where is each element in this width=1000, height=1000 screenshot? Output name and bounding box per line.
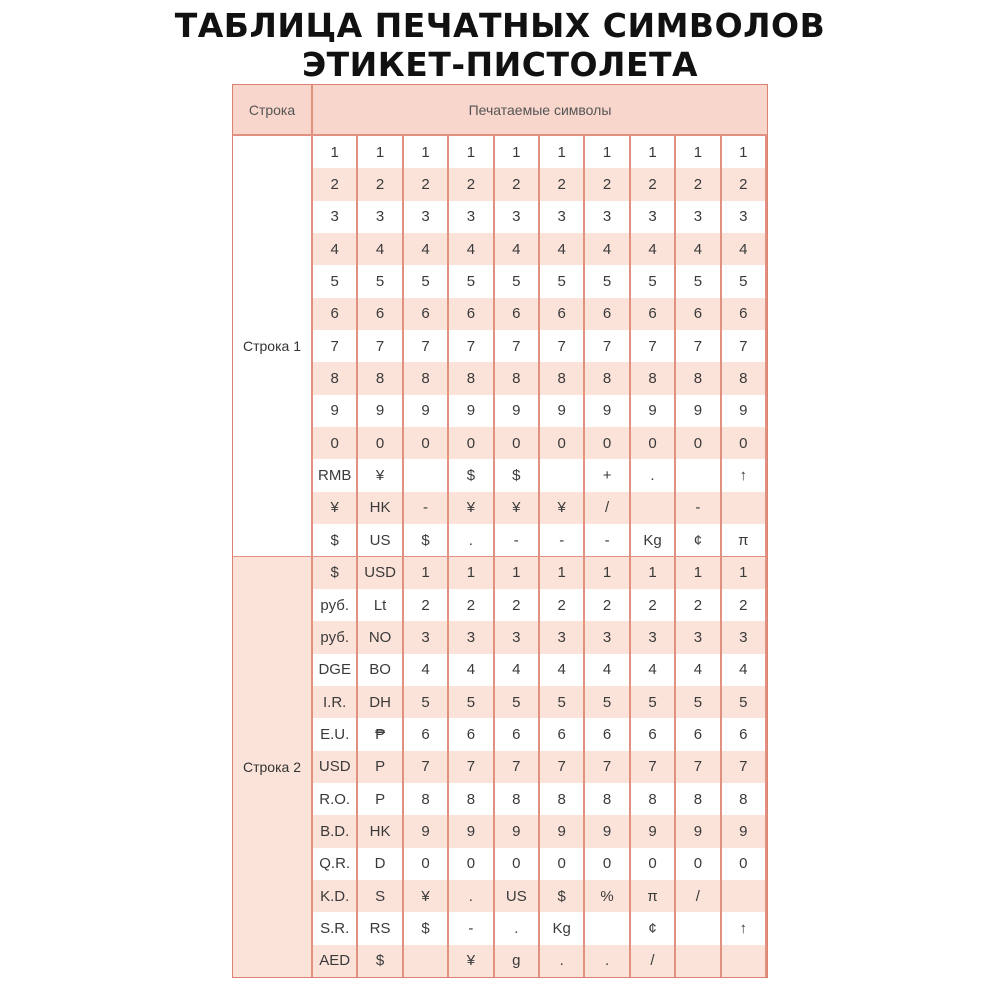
symbol-cell: 3 — [585, 621, 628, 653]
symbol-cell: 1 — [676, 557, 719, 589]
symbol-cell: 2 — [540, 168, 583, 200]
symbol-cell: 9 — [540, 395, 583, 427]
symbol-cell: 2 — [540, 589, 583, 621]
symbol-cell: 1 — [495, 557, 538, 589]
symbol-cell: 8 — [676, 783, 719, 815]
symbol-cell: P — [358, 751, 401, 783]
symbol-cell: ¥ — [404, 880, 447, 912]
symbol-cell: 7 — [449, 751, 492, 783]
symbol-cell: ¥ — [449, 945, 492, 977]
header-printable-symbols: Печатаемые символы — [313, 85, 767, 134]
symbol-cell: 2 — [495, 589, 538, 621]
symbol-cell: 9 — [449, 395, 492, 427]
symbol-cell: 8 — [540, 783, 583, 815]
symbol-cell: 3 — [404, 621, 447, 653]
symbol-cell — [676, 912, 719, 944]
symbol-cell: 6 — [449, 298, 492, 330]
title-line-1: ТАБЛИЦА ПЕЧАТНЫХ СИМВОЛОВ — [174, 6, 826, 45]
symbol-cell: 3 — [358, 201, 401, 233]
symbol-cell: 7 — [631, 330, 674, 362]
symbol-cell: 8 — [358, 362, 401, 394]
symbol-cell: 2 — [585, 168, 628, 200]
symbol-cell: 5 — [540, 686, 583, 718]
symbol-cell: $ — [449, 459, 492, 491]
symbol-cell: 9 — [404, 395, 447, 427]
symbol-cell: 8 — [676, 362, 719, 394]
symbol-cell: 8 — [449, 362, 492, 394]
symbol-cell: 4 — [495, 233, 538, 265]
symbol-cell: $ — [495, 459, 538, 491]
symbols-table — [232, 84, 768, 978]
symbol-cell: 5 — [313, 265, 356, 297]
symbol-cell: 1 — [404, 557, 447, 589]
symbol-cell: DH — [358, 686, 401, 718]
symbol-cell: 8 — [631, 783, 674, 815]
symbol-cell: 6 — [358, 298, 401, 330]
symbol-cell: 1 — [676, 136, 719, 168]
symbol-cell: 0 — [676, 427, 719, 459]
symbol-cell: 4 — [540, 233, 583, 265]
symbol-cell: 7 — [585, 330, 628, 362]
symbol-cell: . — [631, 459, 674, 491]
symbol-cell: $ — [404, 912, 447, 944]
symbol-cell: 7 — [495, 751, 538, 783]
symbol-cell: 3 — [676, 621, 719, 653]
symbol-cell: 3 — [495, 621, 538, 653]
symbol-cell: USD — [313, 751, 356, 783]
symbol-cell: 1 — [358, 136, 401, 168]
symbol-cell: 6 — [404, 718, 447, 750]
symbol-cell: 6 — [631, 718, 674, 750]
symbol-cell: 2 — [358, 168, 401, 200]
symbol-cell: 4 — [585, 233, 628, 265]
symbol-cell: 1 — [631, 557, 674, 589]
symbol-cell: . — [495, 912, 538, 944]
symbol-cell: 4 — [313, 233, 356, 265]
symbol-cell: 5 — [585, 265, 628, 297]
symbol-cell: руб. — [313, 621, 356, 653]
symbol-cell: 5 — [631, 265, 674, 297]
symbol-cell: - — [449, 912, 492, 944]
symbol-cell: 4 — [585, 654, 628, 686]
symbol-cell: 1 — [540, 136, 583, 168]
symbol-cell: 1 — [585, 557, 628, 589]
symbol-cell: 6 — [585, 298, 628, 330]
symbol-cell: 0 — [722, 427, 765, 459]
symbol-cell: 0 — [540, 427, 583, 459]
symbol-cell: π — [631, 880, 674, 912]
symbol-cell: 4 — [631, 654, 674, 686]
symbol-cell: . — [540, 945, 583, 977]
symbol-cell — [676, 459, 719, 491]
symbol-cell: 3 — [404, 201, 447, 233]
symbol-cell: 1 — [722, 557, 765, 589]
symbol-cell: 0 — [540, 848, 583, 880]
symbol-cell: 5 — [404, 686, 447, 718]
symbol-cell: 3 — [676, 201, 719, 233]
symbol-cell — [404, 459, 447, 491]
symbol-cell: 5 — [495, 686, 538, 718]
symbol-cell: 4 — [449, 233, 492, 265]
symbol-cell: 2 — [313, 168, 356, 200]
symbol-cell: 9 — [495, 395, 538, 427]
symbol-cell: π — [722, 524, 765, 556]
symbol-cell: 2 — [676, 589, 719, 621]
symbol-cell: - — [676, 492, 719, 524]
symbol-cell: 9 — [585, 395, 628, 427]
symbol-cell: 6 — [631, 298, 674, 330]
symbol-cell: 6 — [676, 718, 719, 750]
symbol-cell: $ — [358, 945, 401, 977]
symbol-cell: 5 — [676, 686, 719, 718]
symbol-cell: 0 — [631, 848, 674, 880]
symbol-cell: 1 — [631, 136, 674, 168]
symbol-cell: 3 — [540, 621, 583, 653]
symbol-cell: 4 — [676, 654, 719, 686]
symbol-cell: ¢ — [631, 912, 674, 944]
symbol-cell: 4 — [540, 654, 583, 686]
symbol-cell: USD — [358, 557, 401, 589]
symbol-cell — [540, 459, 583, 491]
symbol-cell: 2 — [585, 589, 628, 621]
symbol-cell: + — [585, 459, 628, 491]
symbol-cell: US — [495, 880, 538, 912]
symbol-cell: 6 — [495, 298, 538, 330]
symbol-cell: / — [631, 945, 674, 977]
symbol-cell: 2 — [449, 589, 492, 621]
symbol-cell: 4 — [722, 654, 765, 686]
symbol-cell: K.D. — [313, 880, 356, 912]
symbol-cell: 8 — [404, 783, 447, 815]
row-group-label-2: Строка 2 — [233, 557, 311, 978]
symbol-cell: 4 — [722, 233, 765, 265]
symbol-cell: 8 — [722, 362, 765, 394]
symbol-cell: 5 — [358, 265, 401, 297]
symbol-cell: 0 — [676, 848, 719, 880]
symbol-cell: g — [495, 945, 538, 977]
symbol-cell: $ — [313, 557, 356, 589]
symbol-cell: US — [358, 524, 401, 556]
symbol-cell: 8 — [449, 783, 492, 815]
symbol-cell — [676, 945, 719, 977]
title-line-2: ЭТИКЕТ-ПИСТОЛЕТА — [301, 45, 699, 84]
symbol-cell: 7 — [313, 330, 356, 362]
symbol-cell: 8 — [495, 362, 538, 394]
symbol-cell: 6 — [404, 298, 447, 330]
symbol-cell: 6 — [676, 298, 719, 330]
symbol-cell: 5 — [449, 265, 492, 297]
symbol-cell: DGE — [313, 654, 356, 686]
symbol-cell: / — [676, 880, 719, 912]
symbol-cell: 6 — [722, 718, 765, 750]
symbol-cell: 0 — [449, 848, 492, 880]
symbol-cell: 7 — [722, 751, 765, 783]
symbol-cell: $ — [540, 880, 583, 912]
symbol-cell: Kg — [631, 524, 674, 556]
symbol-cell — [585, 912, 628, 944]
symbol-cell: HK — [358, 492, 401, 524]
symbol-cell: 2 — [495, 168, 538, 200]
symbol-cell: B.D. — [313, 815, 356, 847]
symbol-cell: 3 — [722, 621, 765, 653]
symbol-cell: 2 — [631, 589, 674, 621]
symbol-cell: 1 — [495, 136, 538, 168]
symbol-cell: 1 — [313, 136, 356, 168]
symbol-cell: 8 — [631, 362, 674, 394]
symbol-cell: 0 — [449, 427, 492, 459]
symbol-cell: 1 — [540, 557, 583, 589]
symbol-cell: ¥ — [495, 492, 538, 524]
symbol-cell — [631, 492, 674, 524]
symbol-cell: 1 — [585, 136, 628, 168]
symbol-cell: D — [358, 848, 401, 880]
symbol-cell: 9 — [585, 815, 628, 847]
symbol-cell: 8 — [313, 362, 356, 394]
symbol-cell: 0 — [495, 427, 538, 459]
symbol-cell: AED — [313, 945, 356, 977]
symbol-cell: 2 — [449, 168, 492, 200]
symbol-cell: RMB — [313, 459, 356, 491]
symbol-cell: 0 — [631, 427, 674, 459]
symbol-cell: / — [585, 492, 628, 524]
symbol-cell: 5 — [722, 265, 765, 297]
symbol-cell: 7 — [404, 751, 447, 783]
symbol-cell: R.O. — [313, 783, 356, 815]
symbol-cell: 7 — [676, 751, 719, 783]
symbol-cell: 0 — [585, 427, 628, 459]
symbol-cell: 9 — [449, 815, 492, 847]
symbol-cell: Q.R. — [313, 848, 356, 880]
symbol-cell: ¥ — [540, 492, 583, 524]
symbol-cell: 0 — [404, 427, 447, 459]
symbol-cell: 9 — [676, 815, 719, 847]
symbol-cell: 4 — [676, 233, 719, 265]
symbol-cell: 2 — [676, 168, 719, 200]
symbol-cell: - — [404, 492, 447, 524]
symbol-cell: 6 — [495, 718, 538, 750]
symbol-cell: 9 — [676, 395, 719, 427]
symbol-cell: 7 — [449, 330, 492, 362]
symbol-cell: 0 — [585, 848, 628, 880]
symbol-cell: HK — [358, 815, 401, 847]
symbol-cell: 5 — [722, 686, 765, 718]
symbol-cell: 7 — [540, 751, 583, 783]
symbol-cell: 9 — [631, 815, 674, 847]
symbol-cell: 8 — [540, 362, 583, 394]
symbol-cell: 8 — [585, 783, 628, 815]
symbol-cell: 5 — [540, 265, 583, 297]
symbol-cell: 6 — [313, 298, 356, 330]
symbol-cell: 7 — [495, 330, 538, 362]
symbol-cell: . — [449, 524, 492, 556]
symbol-cell: 3 — [631, 201, 674, 233]
symbol-cell: руб. — [313, 589, 356, 621]
symbol-cell: 8 — [495, 783, 538, 815]
symbol-cell: 3 — [631, 621, 674, 653]
symbol-cell: 3 — [722, 201, 765, 233]
symbol-cell: 5 — [495, 265, 538, 297]
symbol-cell: $ — [313, 524, 356, 556]
symbol-cell: 8 — [585, 362, 628, 394]
symbol-cell: 4 — [449, 654, 492, 686]
symbol-cell: I.R. — [313, 686, 356, 718]
symbol-cell: 7 — [358, 330, 401, 362]
symbol-cell: 2 — [722, 589, 765, 621]
symbol-cell: 0 — [495, 848, 538, 880]
symbol-cell: 7 — [631, 751, 674, 783]
symbol-cell: S.R. — [313, 912, 356, 944]
symbol-cell: . — [585, 945, 628, 977]
symbol-cell: 6 — [449, 718, 492, 750]
symbol-cell: - — [495, 524, 538, 556]
symbol-cell: 5 — [449, 686, 492, 718]
symbol-cell — [722, 880, 765, 912]
symbol-cell: 0 — [358, 427, 401, 459]
symbol-cell: 0 — [313, 427, 356, 459]
symbol-cell: 5 — [404, 265, 447, 297]
symbol-cell: 9 — [722, 395, 765, 427]
symbol-cell: 5 — [631, 686, 674, 718]
symbol-cell: 2 — [404, 589, 447, 621]
symbol-cell: 7 — [722, 330, 765, 362]
symbol-cell: 0 — [722, 848, 765, 880]
symbol-cell: 9 — [313, 395, 356, 427]
symbol-cell: 2 — [404, 168, 447, 200]
symbol-cell: 3 — [449, 201, 492, 233]
symbol-cell: 1 — [449, 557, 492, 589]
symbol-cell: 1 — [404, 136, 447, 168]
symbol-cell: Lt — [358, 589, 401, 621]
symbol-cell: 9 — [358, 395, 401, 427]
symbol-cell: 6 — [722, 298, 765, 330]
symbol-cell: 3 — [495, 201, 538, 233]
symbol-cell: 3 — [585, 201, 628, 233]
symbol-cell: 7 — [676, 330, 719, 362]
symbol-cell: ¥ — [358, 459, 401, 491]
symbol-cell: E.U. — [313, 718, 356, 750]
symbol-cell: 1 — [449, 136, 492, 168]
symbol-cell: ↑ — [722, 459, 765, 491]
symbol-cell: $ — [404, 524, 447, 556]
symbol-cell: 8 — [722, 783, 765, 815]
symbol-cell: 2 — [631, 168, 674, 200]
symbol-cell: 4 — [404, 233, 447, 265]
symbol-cell: 9 — [540, 815, 583, 847]
symbol-cell: % — [585, 880, 628, 912]
symbol-cell: 2 — [722, 168, 765, 200]
symbol-cell: 6 — [540, 298, 583, 330]
row-group-label-1: Строка 1 — [233, 136, 311, 556]
symbol-cell: Kg — [540, 912, 583, 944]
symbol-cell: 9 — [722, 815, 765, 847]
symbol-cell: 1 — [722, 136, 765, 168]
symbol-cell: 7 — [540, 330, 583, 362]
symbol-cell: ¥ — [449, 492, 492, 524]
symbol-cell: 6 — [540, 718, 583, 750]
symbol-cell: 0 — [404, 848, 447, 880]
symbol-cell: 9 — [404, 815, 447, 847]
symbol-cell: ¢ — [676, 524, 719, 556]
symbol-cell: 4 — [495, 654, 538, 686]
symbol-cell — [404, 945, 447, 977]
symbol-cell: - — [540, 524, 583, 556]
symbol-cell: 3 — [313, 201, 356, 233]
symbol-cell: . — [449, 880, 492, 912]
symbol-cell: ↑ — [722, 912, 765, 944]
symbol-cell: 6 — [585, 718, 628, 750]
symbol-cell: 8 — [404, 362, 447, 394]
symbol-cell: 5 — [585, 686, 628, 718]
symbol-cell: 9 — [631, 395, 674, 427]
symbol-cell: 4 — [358, 233, 401, 265]
symbol-cell: 3 — [449, 621, 492, 653]
symbol-cell: 4 — [404, 654, 447, 686]
symbol-cell: ₱ — [358, 718, 401, 750]
symbol-cell: 3 — [540, 201, 583, 233]
header-row-label: Строка — [233, 85, 311, 134]
symbol-cell: P — [358, 783, 401, 815]
symbol-cell: 5 — [676, 265, 719, 297]
symbol-cell — [722, 492, 765, 524]
symbol-cell: BO — [358, 654, 401, 686]
symbol-cell: S — [358, 880, 401, 912]
symbol-cell: 4 — [631, 233, 674, 265]
symbol-cell: - — [585, 524, 628, 556]
symbol-cell — [722, 945, 765, 977]
symbol-cell: 7 — [404, 330, 447, 362]
symbol-cell: 9 — [495, 815, 538, 847]
symbol-cell: NO — [358, 621, 401, 653]
symbol-cell: 7 — [585, 751, 628, 783]
symbol-cell: ¥ — [313, 492, 356, 524]
symbol-cell: RS — [358, 912, 401, 944]
